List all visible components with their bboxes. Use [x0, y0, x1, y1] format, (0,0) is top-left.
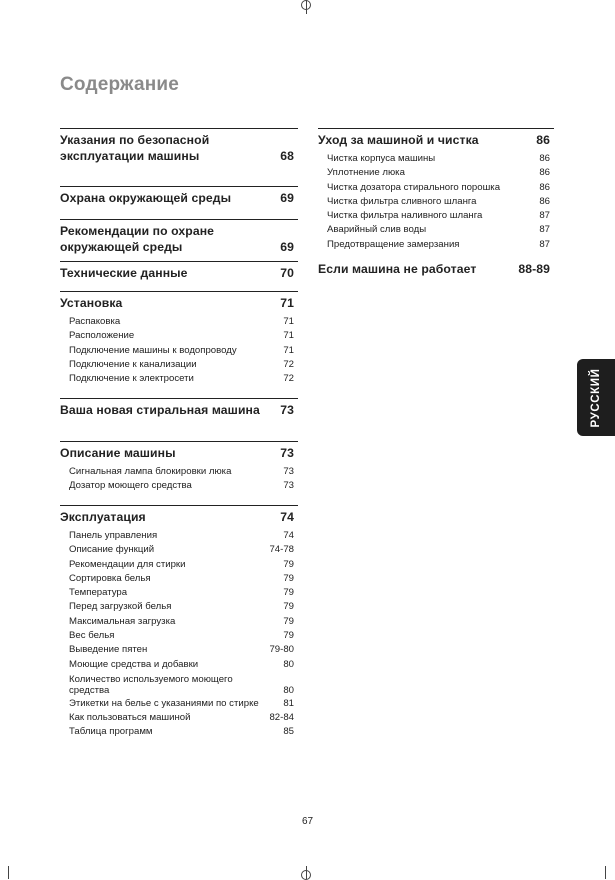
toc-item[interactable] [318, 166, 554, 180]
page-title: Содержание [60, 74, 180, 95]
item-page: 86 [539, 181, 550, 193]
item-page: 86 [539, 195, 550, 207]
toc-section-safety[interactable] [60, 128, 298, 186]
toc-item[interactable] [318, 152, 554, 166]
toc-item[interactable] [60, 698, 298, 709]
toc-item[interactable] [318, 195, 554, 209]
item-label: Уплотнение люка [327, 167, 405, 179]
item-label: Сортировка белья [69, 572, 151, 584]
item-page: 79 [283, 558, 294, 570]
item-label: Сигнальная лампа блокировки люка [69, 466, 232, 477]
toc-item[interactable] [60, 479, 298, 493]
toc-item[interactable] [60, 615, 298, 629]
toc-section-operation[interactable] [60, 505, 298, 740]
item-label: Этикетки на белье с указаниями по стирке [69, 697, 259, 709]
item-label: Чистка фильтра наливного шланга [327, 210, 483, 222]
item-page: 86 [539, 167, 550, 179]
section-title: Ваша новая стиральная машина [60, 403, 260, 417]
toc-item[interactable] [60, 558, 298, 572]
item-page: 71 [283, 344, 294, 356]
item-label: Максимальная загрузка [69, 615, 176, 627]
item-page: 81 [283, 697, 294, 709]
toc-item[interactable] [60, 329, 298, 343]
item-page: 71 [283, 330, 294, 342]
toc-item[interactable] [318, 223, 554, 237]
section-page: 69 [280, 240, 294, 254]
section-page: 88-89 [518, 262, 550, 276]
toc-section-environment[interactable] [60, 186, 298, 219]
item-page: 86 [539, 153, 550, 164]
item-label: Количество используемого моющего средства [69, 673, 233, 696]
registration-mark-top [301, 0, 311, 10]
section-title: Технические данные [60, 266, 188, 280]
toc-item[interactable] [318, 238, 554, 252]
section-title: Уход за машиной и чистка [318, 133, 479, 147]
section-title: Установка [60, 296, 123, 310]
item-page: 85 [283, 726, 294, 738]
toc-item[interactable] [60, 643, 298, 657]
toc-section-troubleshooting[interactable] [318, 258, 554, 277]
toc-left-column [60, 128, 298, 740]
item-label: Подключение машины к водопроводу [69, 344, 237, 356]
section-page: 68 [280, 149, 294, 163]
item-page: 79 [283, 601, 294, 613]
item-label: Чистка дозатора стирального порошка [327, 181, 501, 193]
item-label: Дозатор моющего средства [69, 480, 192, 492]
item-page: 79 [283, 572, 294, 584]
item-page: 74 [283, 530, 294, 541]
toc-item[interactable] [60, 465, 298, 479]
item-page: 80 [283, 658, 294, 670]
item-label: Чистка фильтра сливного шланга [327, 195, 477, 207]
item-page: 72 [283, 358, 294, 370]
item-label: Рекомендации для стирки [69, 558, 186, 570]
toc-item[interactable] [60, 529, 298, 543]
item-label: Подключение к канализации [69, 358, 197, 370]
toc-item[interactable] [318, 181, 554, 195]
toc-item[interactable] [60, 711, 298, 725]
section-title: Указания по безопасной эксплуатации машины [60, 133, 210, 163]
toc-item[interactable] [60, 572, 298, 586]
item-page: 79 [283, 630, 294, 642]
toc-item[interactable] [60, 315, 298, 329]
section-page: 74 [280, 510, 294, 524]
item-page: 73 [283, 480, 294, 492]
item-label: Расположение [69, 330, 135, 342]
item-label: Моющие средства и добавки [69, 658, 199, 670]
item-page: 87 [539, 210, 550, 222]
toc-section-description[interactable] [60, 441, 298, 505]
toc-item[interactable] [60, 372, 298, 386]
toc-item[interactable] [60, 658, 298, 672]
toc-item[interactable] [60, 674, 298, 696]
item-label: Подключение к электросети [69, 373, 194, 385]
section-page: 86 [536, 133, 550, 147]
item-label: Чистка корпуса машины [327, 153, 436, 164]
section-title: Эксплуатация [60, 510, 146, 524]
language-tab [577, 359, 615, 436]
section-page: 69 [280, 191, 294, 205]
item-page: 79-80 [269, 644, 294, 656]
item-page: 73 [283, 466, 294, 477]
section-title: Описание машины [60, 446, 176, 460]
item-page: 72 [283, 373, 294, 385]
toc-item[interactable] [60, 725, 298, 739]
toc-section-care-cleaning[interactable] [318, 128, 554, 258]
toc-item[interactable] [60, 344, 298, 358]
toc-item[interactable] [60, 358, 298, 372]
item-page: 87 [539, 224, 550, 236]
item-page: 74-78 [269, 544, 294, 556]
page-number: 67 [301, 816, 314, 827]
item-label: Температура [69, 587, 128, 599]
item-label: Распаковка [69, 316, 121, 327]
section-page: 73 [280, 403, 294, 417]
toc-section-technical-data[interactable] [60, 261, 298, 291]
toc-item[interactable] [318, 209, 554, 223]
item-page: 71 [283, 316, 294, 327]
toc-right-column [318, 128, 554, 277]
toc-item[interactable] [60, 629, 298, 643]
item-page: 79 [283, 615, 294, 627]
crop-mark-bottom-left [8, 866, 9, 879]
item-label: Предотвращение замерзания [327, 238, 460, 250]
item-label: Аварийный слив воды [327, 224, 427, 236]
toc-item[interactable] [60, 586, 298, 600]
toc-section-new-machine[interactable] [60, 398, 298, 441]
item-label: Как пользоваться машиной [69, 711, 191, 723]
item-page: 79 [283, 587, 294, 599]
toc-section-installation[interactable] [60, 291, 298, 398]
item-label: Описание функций [69, 544, 155, 556]
toc-item[interactable] [60, 543, 298, 557]
section-title: Охрана окружающей среды [60, 191, 232, 205]
crop-mark-bottom-right [605, 866, 606, 879]
item-label: Панель управления [69, 530, 158, 541]
section-page: 71 [280, 296, 294, 310]
section-title: Рекомендации по охране окружающей среды [60, 224, 215, 254]
section-title: Если машина не работает [318, 262, 477, 276]
item-label: Перед загрузкой белья [69, 601, 172, 613]
toc-item[interactable] [60, 600, 298, 614]
section-page: 70 [280, 266, 294, 280]
item-page: 87 [539, 238, 550, 250]
language-label: РУССКИЙ [590, 367, 602, 428]
item-label: Вес белья [69, 630, 115, 642]
item-page: 82-84 [269, 711, 294, 723]
item-label: Таблица программ [69, 726, 153, 738]
toc-section-eco-recommendations[interactable] [60, 219, 298, 261]
section-page: 73 [280, 446, 294, 460]
item-label: Выведение пятен [69, 644, 148, 656]
item-page: 80 [283, 684, 294, 696]
